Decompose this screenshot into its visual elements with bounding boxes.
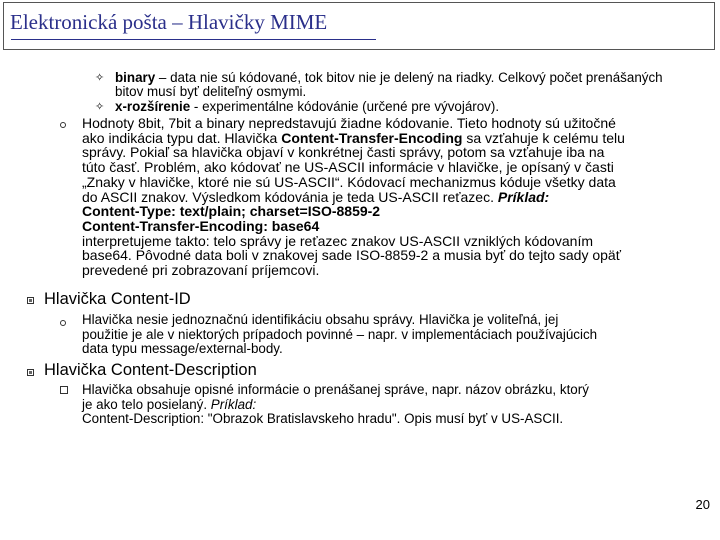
circle-bullet-icon	[60, 122, 66, 128]
para-line: ako indikácia typu dat. Hlavička Content-Transfer-Encoding sa vzťahuje k celému telu	[82, 129, 625, 146]
square-bullet-icon	[27, 369, 34, 376]
para-line: túto časť. Problém, ako kódovať ne US-ASCII informácie v hlavičke, je opísaný v časti	[82, 159, 614, 176]
text-binary: – data nie sú kódované, tok bitov nie je delený na riadky. Celkový počet prenášaných	[155, 70, 663, 85]
hollow-square-bullet-icon	[60, 386, 68, 394]
circle-bullet-icon	[60, 320, 66, 326]
slide-title: Elektronická pošta – Hlavičky MIME	[10, 10, 328, 34]
para-line: prevedené pri zobrazovaní príjemcovi.	[82, 262, 320, 279]
heading-content-id: Hlavička Content-ID	[44, 290, 191, 308]
square-bullet-icon	[27, 297, 34, 304]
title-underline	[11, 39, 376, 40]
para-line: správy. Pokiaľ sa hlavička objaví v konkrétnej časti správy, potom sa vzťahuje iba na	[82, 144, 605, 161]
example-content-type: Content-Type: text/plain; charset=ISO-8859-2	[82, 203, 381, 220]
sub-bullet-binary-cont: bitov musí byť deliteľný osmymi.	[115, 84, 307, 99]
term-binary: binary	[115, 70, 156, 85]
para-line: base64. Pôvodné data boli v znakovej sade ISO-8859-2 a musia byť do tejto sady opäť	[82, 247, 621, 264]
diamond-bullet-icon: ✧	[95, 72, 105, 84]
para-line: interpretujeme takto: telo správy je reťazec znakov US-ASCII vzniklých kódovaním	[82, 232, 594, 249]
text-xext: - experimentálne kódovánie (určené pre vývojárov).	[190, 99, 500, 114]
para-line: Hodnoty 8bit, 7bit a binary nepredstavujú žiadne kódovanie. Tieto hodnoty sú užitočné	[82, 115, 616, 131]
heading-content-description: Hlavička Content-Description	[44, 361, 257, 379]
sub-bullet-xext	[115, 100, 499, 115]
term-xext: x-rozšírenie	[115, 99, 191, 114]
para-encoding	[82, 116, 625, 278]
para-content-description: Hlavička obsahuje opisné informácie o prenášanej správe, napr. názov obrázku, ktorý je ako telo posielaný. Príklad: Content-Description: "Obrazok Bratislavskeho hradu". Opis musí byť v US-ASCII.	[82, 382, 589, 427]
example-transfer-encoding: Content-Transfer-Encoding: base64	[82, 217, 320, 234]
para-content-id: Hlavička nesie jednoznačnú identifikáciu obsahu správy. Hlavička je voliteľná, jej použitie je ale v niektorých prípadoch povinné – napr. v implementáciach používajúcich data typu message/external-body.	[82, 312, 598, 357]
diamond-bullet-icon: ✧	[95, 101, 105, 113]
page-number: 20	[695, 497, 710, 512]
para-line: do ASCII znakov. Výsledkom kódovánia je teda US-ASCII reťazec. Príklad:	[82, 188, 550, 205]
para-line: „Znaky v hlavičke, ktoré nie sú US-ASCII“. Kódovací mechanizmus kóduje všetky data	[82, 173, 616, 190]
